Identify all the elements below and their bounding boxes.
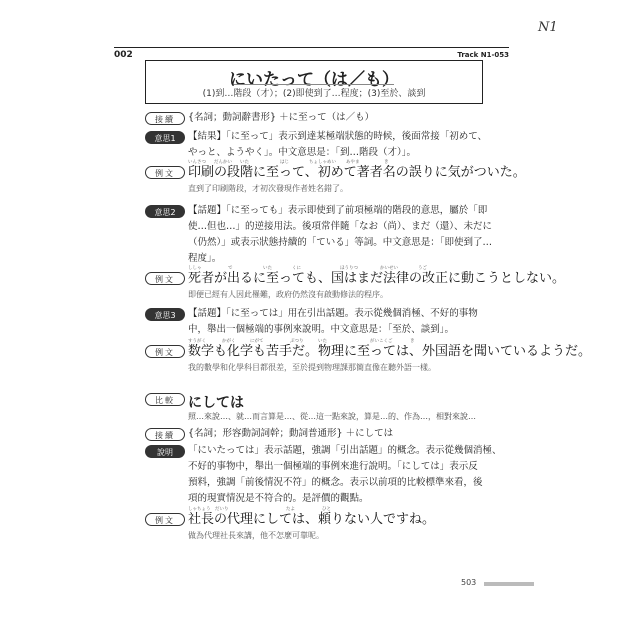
- meaning2-example-tag: 例文: [145, 272, 185, 285]
- ruby: くに: [292, 266, 301, 271]
- ruby: かいせい: [380, 266, 398, 271]
- ruby: にがて: [250, 339, 264, 344]
- ruby: いた: [263, 266, 272, 271]
- meaning1-tag: 意思1: [145, 131, 185, 144]
- ruby: ちょしゃめい: [309, 160, 336, 165]
- meaning3-tag: 意思3: [145, 308, 185, 321]
- grammar-meaning: (1)到…階段（才）；(2)即使到了…程度；(3)至於、談到: [146, 86, 482, 99]
- meaning2-tag: 意思2: [145, 205, 185, 218]
- meaning1-example-tag: 例文: [145, 166, 185, 179]
- compare-explain-line-3: 預料，強調「前後情況不符」的概念。表示以前項的比較標準來看，後: [188, 477, 483, 488]
- ruby: かがく: [222, 339, 236, 344]
- compare-pattern: にしては: [188, 395, 244, 411]
- ruby: あやま: [346, 160, 360, 165]
- meaning3-line-2: 中，舉出一個極端的事例來說明。中文意思是：「至於、談到」。: [188, 324, 455, 335]
- ruby: すうがく: [188, 339, 206, 344]
- page-number: 503: [461, 578, 477, 587]
- ruby: き: [410, 339, 415, 344]
- compare-connection-text: {名詞；形容動詞詞幹；動詞普通形} ＋にしては: [188, 428, 394, 439]
- ruby: き: [384, 160, 389, 165]
- compare-meaning: 照…來說…、就…而言算是…、從…這一點來說，算是…的、作為…，相對來說…: [188, 412, 476, 421]
- ruby: で: [228, 266, 233, 271]
- level-mark: N1: [538, 20, 558, 35]
- ruby: うご: [418, 266, 427, 271]
- ruby: はじ: [280, 160, 289, 165]
- header-rule: [114, 47, 509, 48]
- meaning1-line-2: やっと、ようやく」。中文意思是：「到…階段（才）」。: [188, 147, 417, 158]
- meaning3-example: 数学も化学も苦手だ。物理に至っては、外国語を聞いているようだ。: [188, 344, 592, 359]
- ruby: いた: [318, 339, 327, 344]
- connection-tag: 接續: [145, 112, 185, 125]
- connection-text: {名詞；動詞辭書形} ＋に至って（は／も）: [188, 112, 375, 123]
- meaning3-example-tag: 例文: [145, 345, 185, 358]
- meaning1-translation: 直到了印刷階段，才初次發現作者姓名錯了。: [188, 184, 348, 193]
- compare-example-tag: 例文: [145, 513, 185, 526]
- grammar-pattern: にいたって（は／も）: [229, 70, 399, 90]
- meaning3-translation: 我的數學和化學科目都很差，至於提到物理課那簡直像在聽外語一樣。: [188, 363, 436, 372]
- meaning2-line-1: 【話題】「に至っても」表示即使到了前項極端的階段的意思，屬於「即: [188, 205, 488, 216]
- meaning2-line-2: 使…但也…」的逆接用法。後項常伴隨「なお（尚）、まだ（還）、未だに: [188, 221, 493, 232]
- track-label: Track N1-053: [457, 51, 509, 59]
- meaning2-example: 死者が出るに至っても、国はまだ法律の改正に動こうとしない。: [188, 271, 566, 286]
- ruby: ししゃ: [188, 266, 202, 271]
- meaning2-line-4: 程度」。: [188, 253, 222, 264]
- compare-translation: 做為代理社長來講，他不怎麼可靠呢。: [188, 531, 324, 540]
- meaning2-line-3: （仍然）」或表示狀態持續的「ている」等詞。中文意思是：「即使到了…: [188, 237, 493, 248]
- compare-explain-line-4: 項的現實情況是不符合的。是評價的觀點。: [188, 493, 369, 504]
- page-number-bar: [484, 582, 534, 586]
- compare-tag: 比較: [145, 393, 185, 406]
- ruby: ひと: [322, 507, 331, 512]
- compare-connection-tag: 接續: [145, 428, 185, 441]
- ruby: がいこくご: [370, 339, 393, 344]
- compare-example: 社長の代理にしては、頼りない人ですね。: [188, 512, 436, 527]
- compare-explain-line-2: 不好的事物中，舉出一個極端的事例來進行說明。「にしては」表示反: [188, 461, 478, 472]
- compare-explain-line-1: 「にいたっては」表示話題，強調「引出話題」的概念。表示從幾個消極、: [188, 445, 502, 456]
- meaning1-line-1: 【結果】「に至って」表示到達某極端狀態的時候，後面常接「初めて、: [188, 131, 488, 142]
- ruby: いんさつ: [188, 160, 206, 165]
- meaning2-translation: 即便已經有人因此罹難，政府仍然沒有啟動修法的程序。: [188, 290, 388, 299]
- ruby: ほうりつ: [340, 266, 358, 271]
- compare-explain-tag: 說明: [145, 445, 185, 458]
- ruby: いた: [240, 160, 249, 165]
- ruby: だんかい: [214, 160, 232, 165]
- meaning3-line-1: 【話題】「に至っては」用在引出話題。表示從幾個消極、不好的事物: [188, 308, 478, 319]
- ruby: だいり: [215, 507, 229, 512]
- meaning1-example: 印刷の段階に至って、初めて著者名の誤りに気がついた。: [188, 165, 526, 180]
- entry-number: 002: [114, 50, 133, 60]
- ruby: しゃちょう: [188, 507, 211, 512]
- grammar-title-box: [145, 60, 483, 104]
- ruby: たよ: [286, 507, 295, 512]
- ruby: ぶつり: [290, 339, 304, 344]
